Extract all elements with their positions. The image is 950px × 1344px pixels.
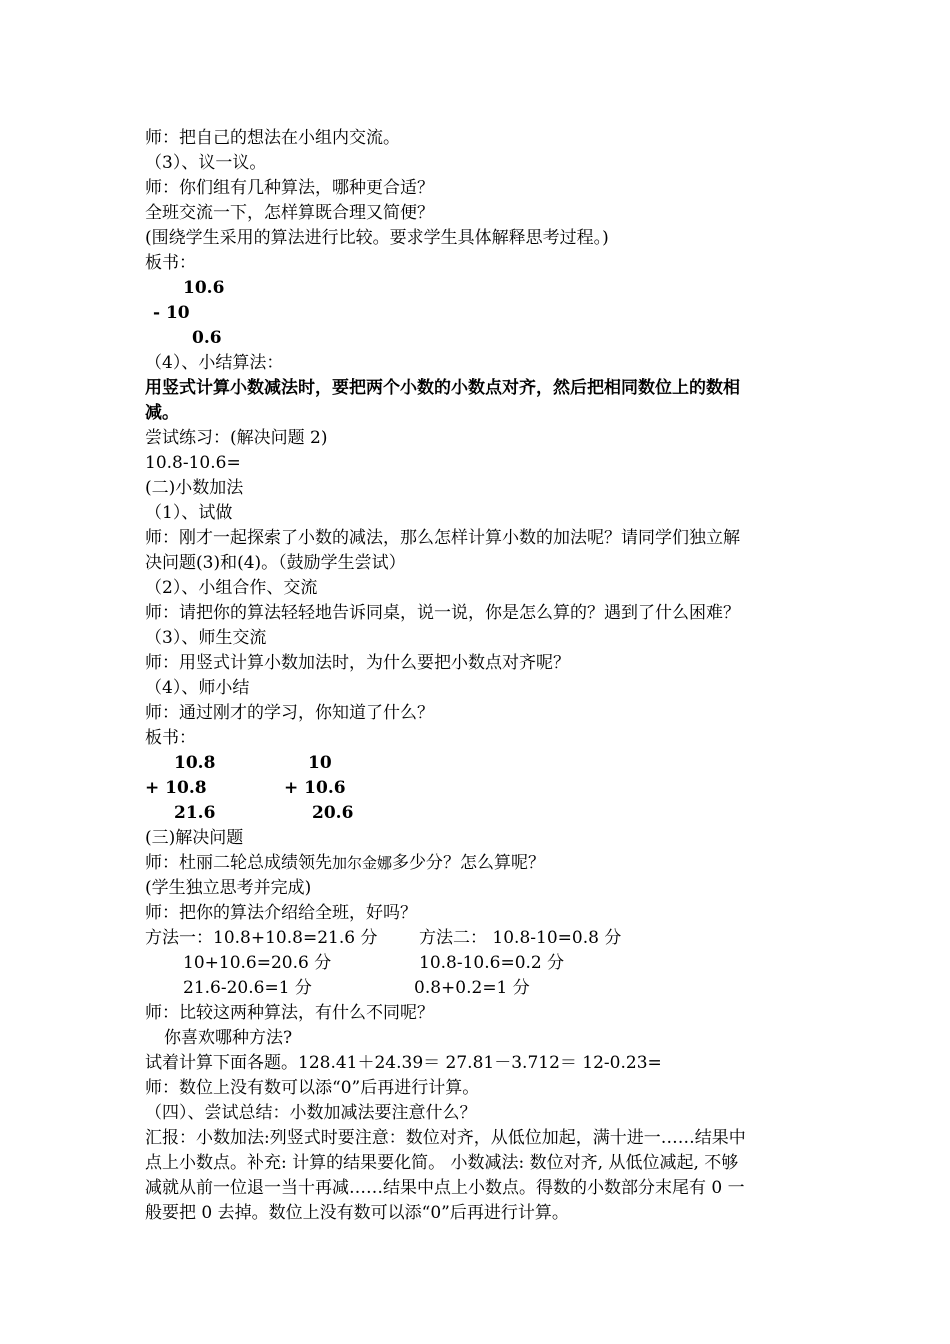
text-line: 师：用竖式计算小数加法时，为什么要把小数点对齐呢？: [145, 653, 570, 673]
method-one-line-1: 方法一：10.8+10.8=21.6 分: [145, 928, 378, 948]
text-line: （3）、师生交流: [145, 628, 267, 648]
text-line: （4）、师小结: [145, 678, 250, 698]
method-two-line-3: 0.8+0.2=1 分: [414, 978, 530, 998]
text-line: （2）、小组合作、交流: [145, 578, 318, 598]
text-line: (学生独立思考并完成): [145, 878, 312, 898]
add-board-left-top: 10.8: [174, 753, 216, 773]
method-two-line-1: 方法二： 10.8-10=0.8 分: [419, 928, 622, 948]
text-line: [145, 851, 545, 876]
method-two-line-2: 10.8-10.6=0.2 分: [419, 953, 565, 973]
text-line: 师：通过刚才的学习，你知道了什么？: [145, 703, 434, 723]
text-line: 10.8-10.6=: [145, 453, 241, 473]
sub-board-result: 0.6: [192, 328, 222, 348]
text-line: 你喜欢哪种方法?: [164, 1028, 293, 1048]
section-heading: (二)小数加法: [145, 478, 244, 498]
text-line: 点上小数点。补充: 计算的结果要化简。 小数减法: 数位对齐, 从低位减起, 不够: [145, 1153, 739, 1173]
method-one-line-3: 21.6-20.6=1 分: [183, 978, 312, 998]
sub-board-subtrahend: - 10: [153, 303, 190, 323]
rule-line: 用竖式计算小数减法时，要把两个小数的小数点对齐，然后把相同数位上的数相: [145, 378, 740, 398]
text-line: 师：刚才一起探索了小数的减法，那么怎样计算小数的加法呢？请同学们独立解: [145, 528, 740, 548]
text-line: （4）、小结算法：: [145, 353, 284, 373]
text-line: 师：把自己的想法在小组内交流。: [145, 128, 400, 148]
text-line: 师：数位上没有数可以添“0”后再进行计算。: [145, 1078, 480, 1098]
text-line: 板书：: [145, 728, 196, 748]
add-board-left-mid: + 10.8: [145, 778, 207, 798]
rule-line: 减。: [145, 403, 179, 423]
text-line: 决问题(3)和(4)。（鼓励学生尝试）: [145, 553, 406, 573]
add-board-right-mid: + 10.6: [284, 778, 346, 798]
text-line: 减就从前一位退一当十再减……结果中点上小数点。得数的小数部分末尾有 0 一: [145, 1178, 745, 1198]
text-line: （1）、试做: [145, 503, 233, 523]
text-span: 师：杜丽二轮总成绩领先: [145, 853, 332, 873]
method-one-line-2: 10+10.6=20.6 分: [183, 953, 332, 973]
text-line: (围绕学生采用的算法进行比较。要求学生具体解释思考过程。): [145, 228, 609, 248]
section-heading: (三)解决问题: [145, 828, 244, 848]
text-line: 般要把 0 去掉。数位上没有数可以添“0”后再进行计算。: [145, 1203, 569, 1223]
add-board-right-result: 20.6: [312, 803, 354, 823]
add-board-right-top: 10: [308, 753, 332, 773]
text-line: 师：你们组有几种算法，哪种更合适？: [145, 178, 434, 198]
text-line: 试着计算下面各题。128.41＋24.39＝ 27.81－3.712＝ 12-0.23=: [145, 1053, 662, 1073]
name-span: 加尔金娜: [332, 854, 393, 872]
sub-board-minuend: 10.6: [183, 278, 225, 298]
text-line: 师：把你的算法介绍给全班，好吗？: [145, 903, 417, 923]
text-line: （四）、尝试总结：小数加减法要注意什么？: [145, 1103, 477, 1123]
add-board-left-result: 21.6: [174, 803, 216, 823]
text-line: 板书：: [145, 253, 196, 273]
text-line: 全班交流一下，怎样算既合理又简便？: [145, 203, 434, 223]
text-line: 尝试练习：(解决问题 2): [145, 428, 328, 448]
text-span: 多少分？怎么算呢？: [392, 853, 546, 873]
text-line: （3）、议一议。: [145, 153, 267, 173]
text-line: 师：比较这两种算法，有什么不同呢？: [145, 1003, 434, 1023]
text-line: 汇报：小数加法:列竖式时要注意：数位对齐，从低位加起，满十进一……结果中: [145, 1128, 746, 1148]
text-line: 师：请把你的算法轻轻地告诉同桌，说一说，你是怎么算的？遇到了什么困难？: [145, 603, 740, 623]
